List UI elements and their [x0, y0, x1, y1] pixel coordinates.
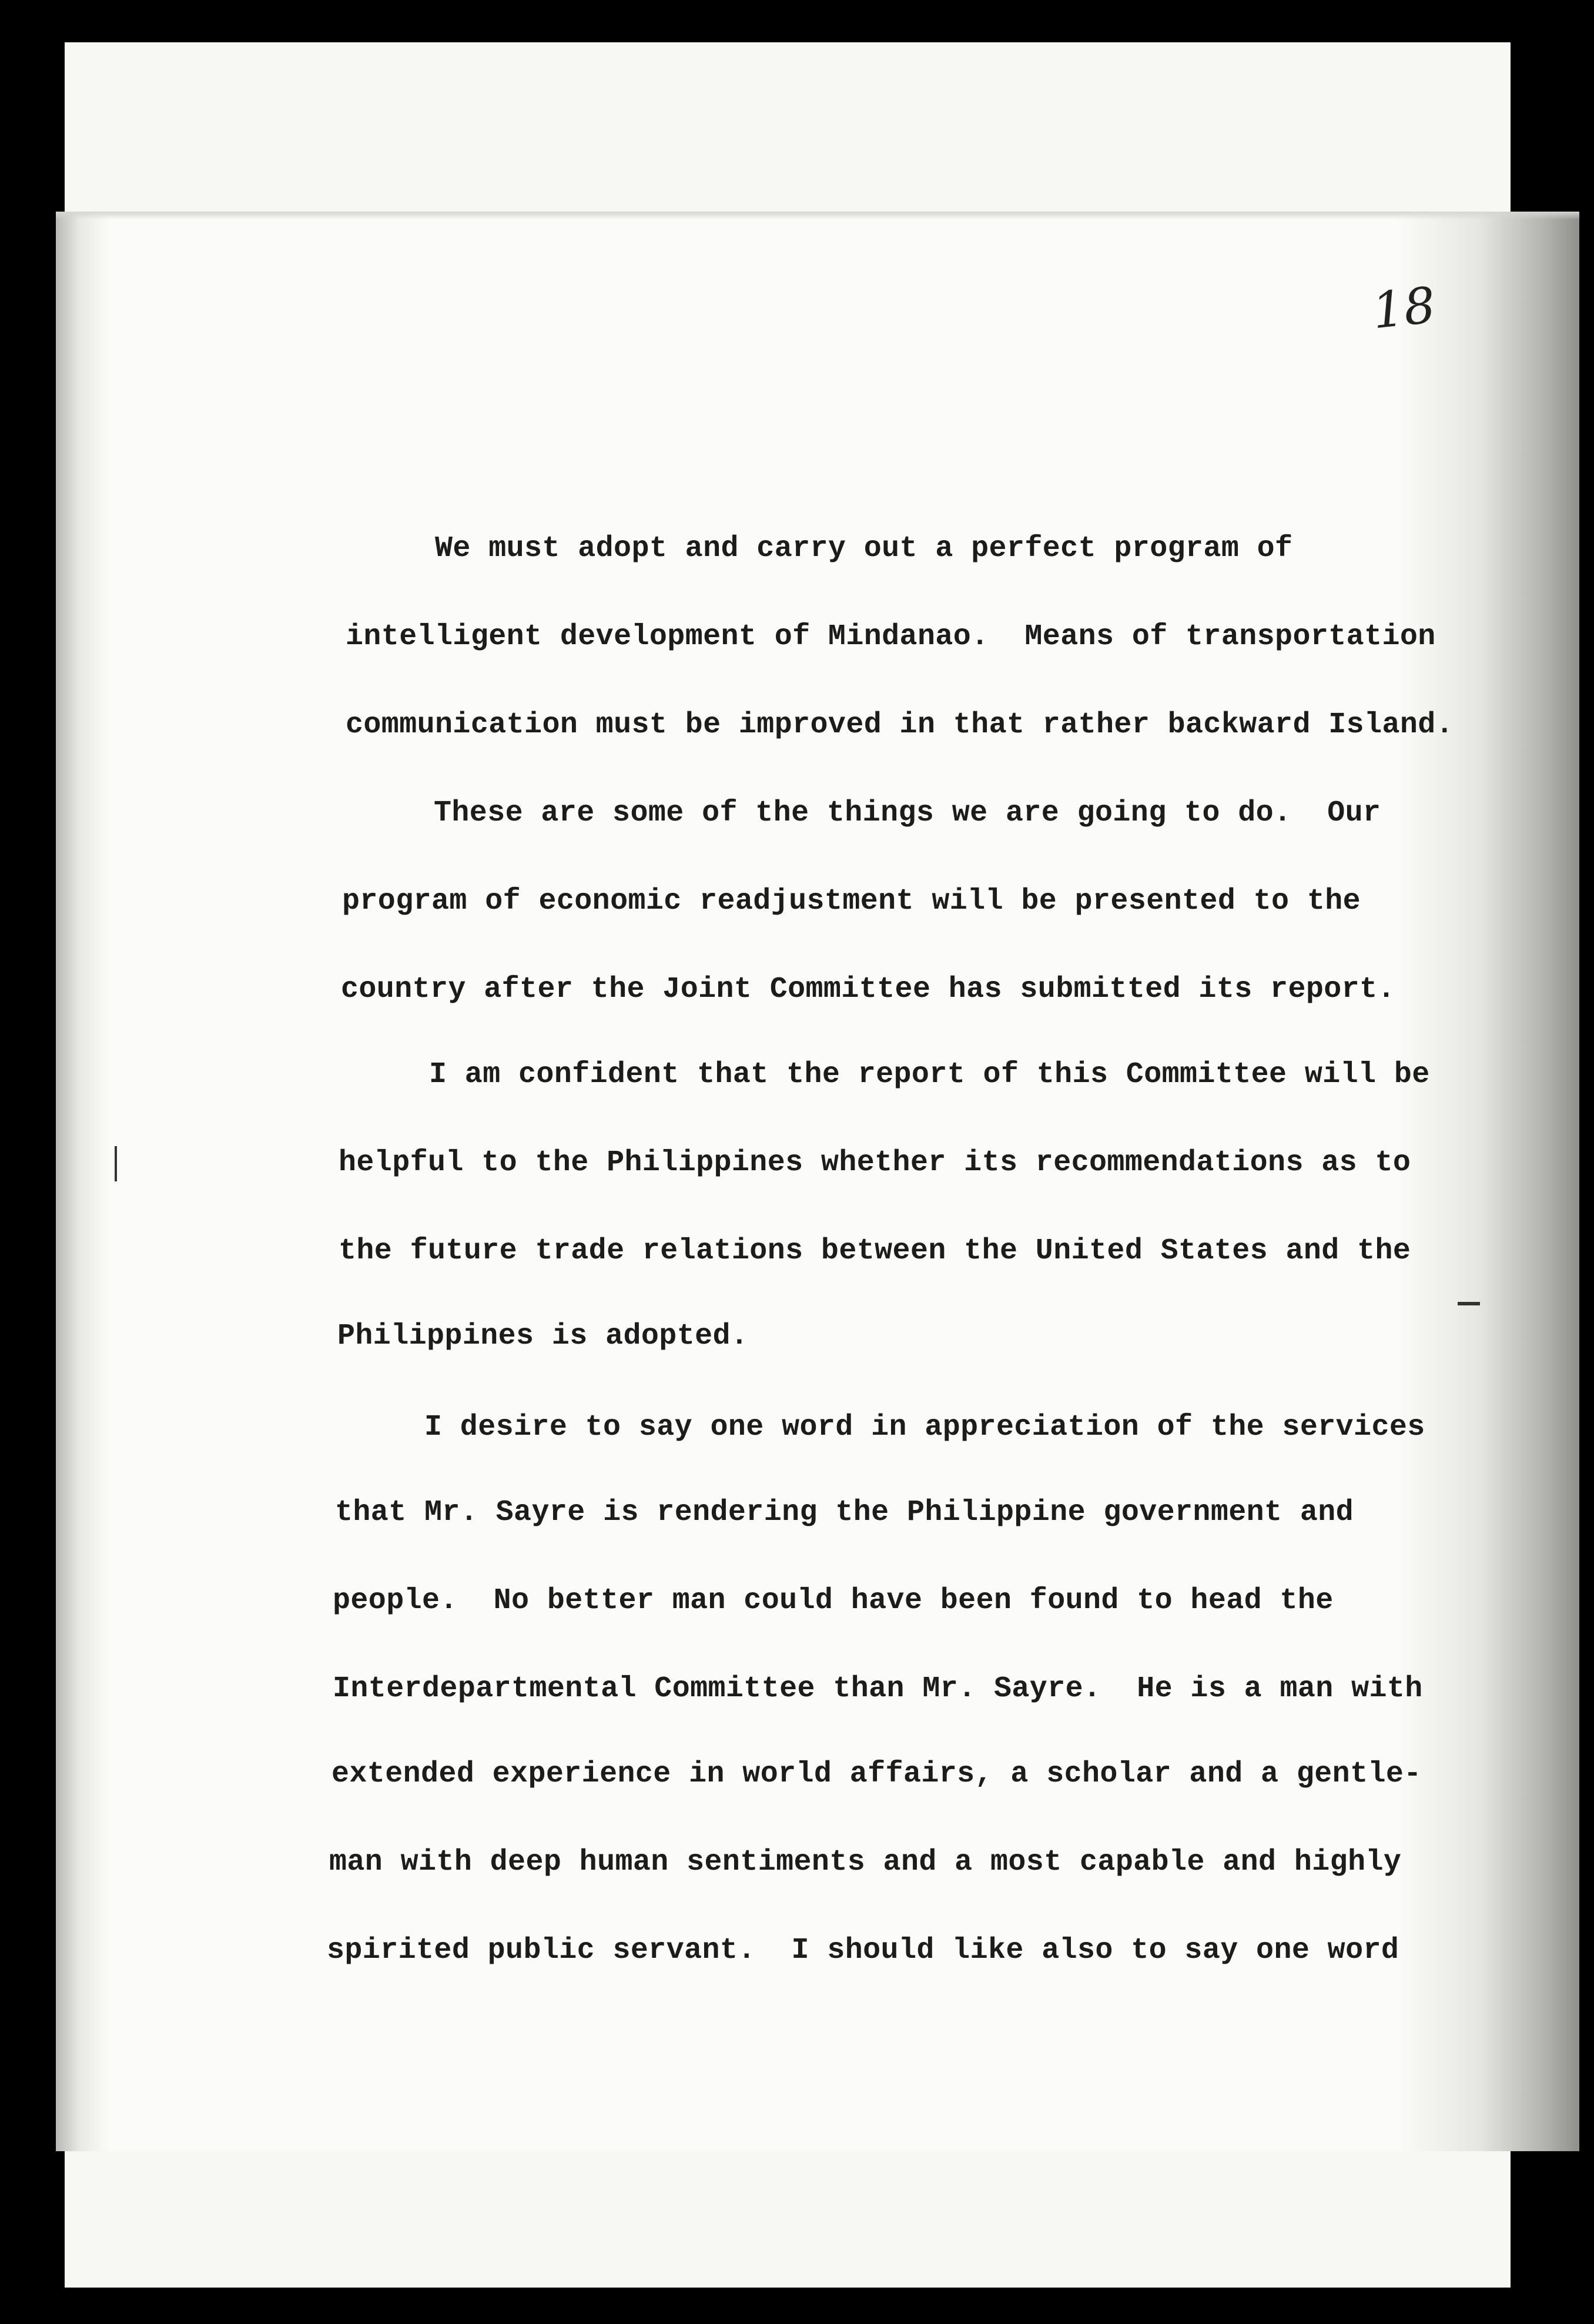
text-line: that Mr. Sayre is rendering the Philippine government and	[335, 1496, 1354, 1529]
text-line: spirited public servant. I should like also to say one word	[327, 1934, 1399, 1967]
text-line: Interdepartmental Committee than Mr. Sayre. He is a man with	[333, 1672, 1423, 1706]
stray-mark	[1458, 1302, 1480, 1305]
text-line: These are some of the things we are going to do. Our	[434, 796, 1381, 830]
text-line: the future trade relations between the United States and the	[339, 1234, 1411, 1268]
text-line: I desire to say one word in appreciation of the services	[424, 1411, 1425, 1444]
stray-mark	[115, 1146, 117, 1181]
text-line: We must adopt and carry out a perfect program of	[435, 532, 1293, 565]
text-line: country after the Joint Committee has submitted its report.	[341, 973, 1395, 1006]
text-line: helpful to the Philippines whether its recommendations as to	[339, 1146, 1411, 1180]
text-line: communication must be improved in that rather backward Island.	[346, 708, 1454, 742]
text-line: Philippines is adopted.	[337, 1320, 749, 1353]
text-line: man with deep human sentiments and a most capable and highly	[329, 1846, 1402, 1879]
text-line: extended experience in world affairs, a scholar and a gentle-	[331, 1757, 1422, 1791]
text-line: people. No better man could have been found to head the	[333, 1584, 1334, 1618]
text-line: I am confident that the report of this Committee will be	[429, 1058, 1430, 1091]
page-number: 18	[1369, 276, 1438, 340]
text-line: program of economic readjustment will be presented to the	[342, 885, 1361, 918]
text-line: intelligent development of Mindanao. Means of transportation	[346, 620, 1436, 654]
